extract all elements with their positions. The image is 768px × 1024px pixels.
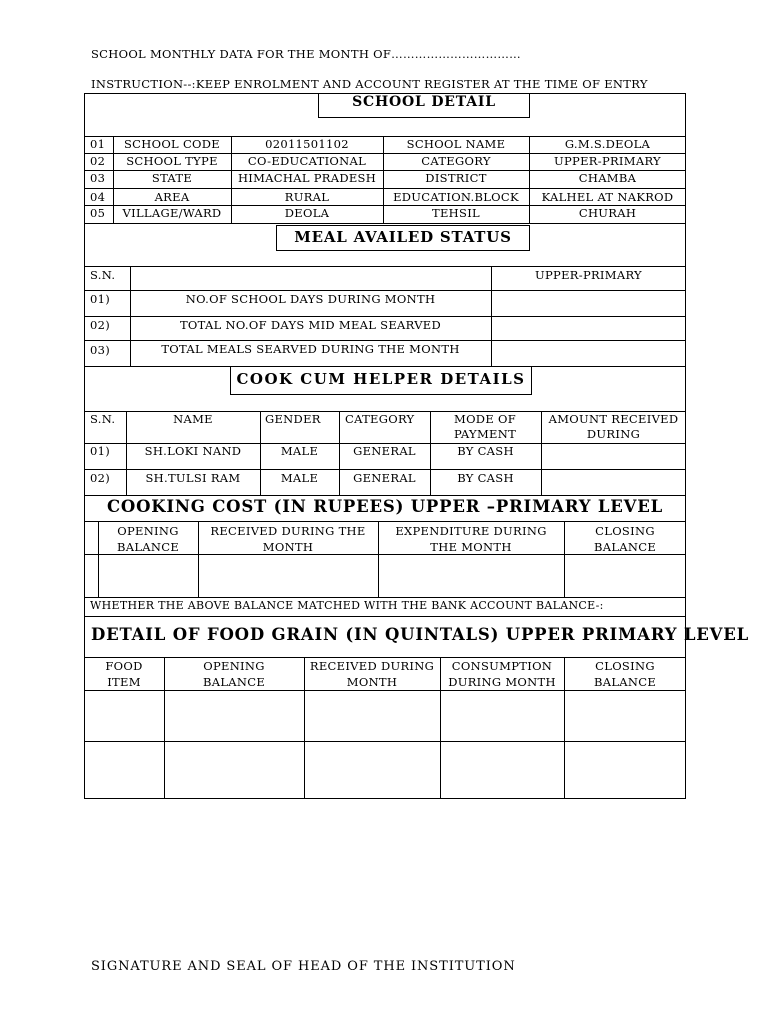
cook-gender-header: GENDER	[265, 412, 321, 426]
grain-consumption-input[interactable]	[441, 691, 564, 741]
grain-opening-input[interactable]	[165, 691, 304, 741]
cook-category: GENERAL	[353, 471, 416, 485]
cook-heading: COOK CUM HELPER DETAILS	[236, 370, 526, 388]
cook-name: SH.LOKI NAND	[144, 444, 242, 458]
cook-mode: BY CASH	[457, 444, 514, 458]
grain-received-input[interactable]	[305, 742, 440, 798]
grain-received-header: RECEIVED DURING MONTH	[309, 659, 435, 689]
cost-expenditure-header: EXPENDITURE DURING THE MONTH	[395, 524, 547, 554]
meal-row-label: TOTAL NO.OF DAYS MID MEAL SEARVED	[179, 318, 442, 332]
detail-label: DISTRICT	[425, 171, 487, 185]
cost-opening-input[interactable]	[99, 555, 198, 597]
school-detail-heading: SCHOOL DETAIL	[352, 94, 496, 110]
detail-sn: 01	[90, 137, 106, 151]
cook-sn: 02)	[90, 471, 111, 485]
cost-expenditure-input[interactable]	[379, 555, 564, 597]
total-meals-input[interactable]	[492, 341, 685, 366]
grain-item-header: FOOD ITEM	[105, 659, 143, 689]
grain-item-input[interactable]	[85, 742, 164, 798]
grain-consumption-input[interactable]	[441, 742, 564, 798]
cook-amount-input[interactable]	[542, 470, 685, 495]
meal-heading: MEAL AVAILED STATUS	[294, 228, 512, 246]
cook-amount-header: AMOUNT RECEIVED DURING	[548, 412, 679, 441]
cook-name-header: NAME	[173, 412, 213, 426]
cook-gender: MALE	[280, 471, 319, 485]
cook-mode-header: MODE OF PAYMENT	[453, 412, 517, 441]
food-grain-heading: DETAIL OF FOOD GRAIN (IN QUINTALS) UPPER PRIMARY LEVEL	[91, 625, 750, 644]
category-value: UPPER-PRIMARY	[554, 154, 661, 168]
cost-opening-header: OPENING BALANCE	[116, 524, 180, 554]
meal-days-input[interactable]	[492, 317, 685, 340]
block-value: KALHEL AT NAKROD	[541, 190, 674, 204]
village-value: DEOLA	[284, 206, 330, 220]
detail-sn: 05	[90, 206, 106, 220]
district-value: CHAMBA	[578, 171, 637, 185]
cook-mode: BY CASH	[457, 471, 514, 485]
form-title: SCHOOL MONTHLY DATA FOR THE MONTH OF……………………………	[91, 47, 521, 61]
cost-received-header: RECEIVED DURING THE MONTH	[210, 524, 366, 554]
detail-label: VILLAGE/WARD	[122, 206, 222, 220]
detail-label: CATEGORY	[421, 154, 491, 168]
grain-opening-header: OPENING BALANCE	[202, 659, 266, 689]
meal-sn-header: S.N.	[90, 268, 116, 282]
cook-sn-header: S.N.	[90, 412, 116, 426]
school-code-value: 02011501102	[265, 137, 349, 151]
cook-category-header: CATEGORY	[345, 412, 415, 426]
cost-closing-input[interactable]	[565, 555, 685, 597]
state-value: HIMACHAL PRADESH	[237, 171, 377, 185]
meal-sn: 01)	[90, 292, 111, 306]
signature-label: SIGNATURE AND SEAL OF HEAD OF THE INSTITUTION	[91, 959, 516, 974]
cost-closing-header: CLOSING BALANCE	[593, 524, 657, 554]
grain-received-input[interactable]	[305, 691, 440, 741]
bank-balance-check: WHETHER THE ABOVE BALANCE MATCHED WITH THE BANK ACCOUNT BALANCE-:	[90, 599, 604, 612]
cooking-cost-heading: COOKING COST (IN RUPEES) UPPER –PRIMARY LEVEL	[106, 497, 664, 516]
tehsil-value: CHURAH	[578, 206, 637, 220]
detail-label: SCHOOL CODE	[124, 137, 220, 151]
area-value: RURAL	[284, 190, 330, 204]
detail-label: SCHOOL TYPE	[126, 154, 218, 168]
cook-sn: 01)	[90, 444, 111, 458]
grain-closing-input[interactable]	[565, 742, 685, 798]
grain-consumption-header: CONSUMPTION DURING MONTH	[448, 659, 556, 689]
grain-closing-header: CLOSING BALANCE	[593, 659, 657, 689]
detail-label: EDUCATION.BLOCK	[393, 190, 519, 204]
cook-name: SH.TULSI RAM	[145, 471, 241, 485]
detail-sn: 02	[90, 154, 106, 168]
meal-row-label: NO.OF SCHOOL DAYS DURING MONTH	[185, 292, 436, 306]
cook-gender: MALE	[280, 444, 319, 458]
detail-label: TEHSIL	[432, 206, 480, 220]
school-days-input[interactable]	[492, 291, 685, 316]
grain-closing-input[interactable]	[565, 691, 685, 741]
meal-sn: 03)	[90, 343, 111, 357]
meal-sn: 02)	[90, 318, 111, 332]
detail-label: SCHOOL NAME	[406, 137, 506, 151]
cook-category: GENERAL	[353, 444, 416, 458]
cook-amount-input[interactable]	[542, 444, 685, 469]
school-name-value: G.M.S.DEOLA	[564, 137, 651, 151]
instruction-text: INSTRUCTION--:KEEP ENROLMENT AND ACCOUNT REGISTER AT THE TIME OF ENTRY	[91, 77, 648, 91]
school-type-value: CO-EDUCATIONAL	[247, 154, 367, 168]
grain-item-input[interactable]	[85, 691, 164, 741]
meal-upper-primary-header: UPPER-PRIMARY	[535, 268, 642, 282]
detail-label: STATE	[151, 171, 193, 185]
meal-row-label: TOTAL MEALS SEARVED DURING THE MONTH	[161, 342, 460, 356]
detail-label: AREA	[154, 190, 190, 204]
cost-received-input[interactable]	[199, 555, 378, 597]
detail-sn: 04	[90, 190, 106, 204]
grain-opening-input[interactable]	[165, 742, 304, 798]
detail-sn: 03	[90, 171, 106, 185]
